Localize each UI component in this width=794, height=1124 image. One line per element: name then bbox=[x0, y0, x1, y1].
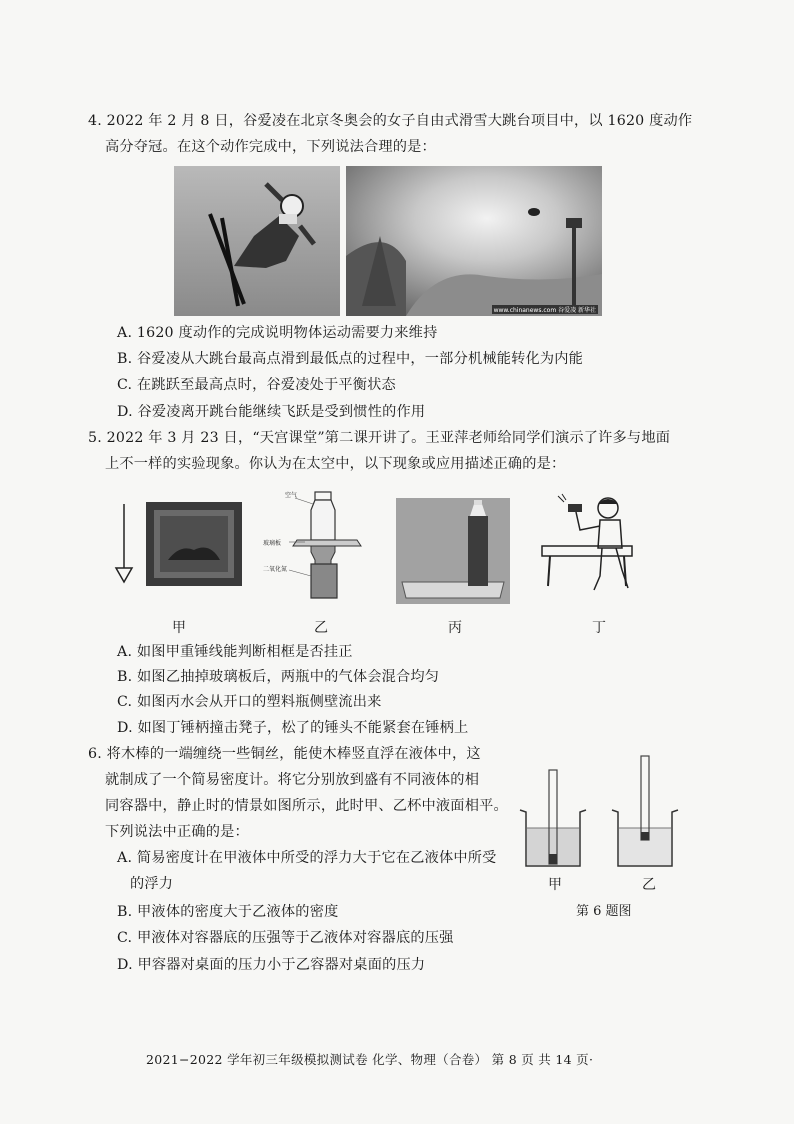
fig6-caption: 第 6 题图 bbox=[576, 904, 632, 919]
figure-jia-plumb-line bbox=[110, 500, 250, 600]
fig5-label-bing: 丙 bbox=[448, 620, 462, 636]
q5-option-b: B. 如图乙抽掉玻璃板后，两瓶中的气体会混合均匀 bbox=[117, 669, 440, 685]
q4-stem-line1: 4. 2022 年 2 月 8 日，谷爱凌在北京冬奥会的女子自由式滑雪大跳台项目中，以 1620 度动作 bbox=[88, 113, 693, 129]
q6-option-a: A. 简易密度计在甲液体中所受的浮力大于它在乙液体中所受 bbox=[117, 850, 497, 866]
fig6-label-jia: 甲 bbox=[548, 877, 562, 893]
q5-option-d: D. 如图丁锤柄撞击凳子，松了的锤头不能紧套在锤柄上 bbox=[117, 720, 469, 736]
figure-yi-gas-diffusion bbox=[263, 490, 375, 602]
q6-stem-line3: 同容器中，静止时的情景如图所示，此时甲、乙杯中液面相平。 bbox=[105, 798, 508, 814]
fig5-label-jia: 甲 bbox=[172, 620, 186, 636]
big-air-venue-photo bbox=[346, 166, 602, 316]
figure-ding-hammer bbox=[536, 490, 648, 600]
q6-stem-line2: 就制成了一个简易密度计。将它分别放到盛有不同液体的相 bbox=[105, 772, 480, 788]
page-footer: 2021−2022 学年初三年级模拟测试卷 化学、物理（合卷） 第 8 页 共 14 页· bbox=[146, 1052, 594, 1067]
q6-stem-line4: 下列说法中正确的是： bbox=[105, 824, 249, 840]
q4-option-c: C. 在跳跃至最高点时，谷爱凌处于平衡状态 bbox=[117, 377, 396, 393]
q5-option-a: A. 如图甲重锤线能判断相框是否挂正 bbox=[117, 644, 353, 660]
photo-watermark: www.chinanews.com 谷爱凌 新华社 bbox=[493, 307, 596, 314]
q6-option-d: D. 甲容器对桌面的压力小于乙容器对桌面的压力 bbox=[117, 957, 426, 973]
q4-stem-line2: 高分夺冠。在这个动作完成中，下列说法合理的是： bbox=[105, 139, 436, 155]
q4-option-b: B. 谷爱凌从大跳台最高点滑到最低点的过程中，一部分机械能转化为内能 bbox=[117, 351, 584, 367]
q5-stem-line2: 上不一样的实验现象。你认为在太空中，以下现象或应用描述正确的是： bbox=[105, 456, 566, 472]
label-glass-plate: 玻璃板 bbox=[263, 540, 282, 547]
q5-option-c: C. 如图丙水会从开口的塑料瓶侧壁流出来 bbox=[117, 694, 382, 710]
q6-option-a-cont: 的浮力 bbox=[130, 876, 174, 892]
figure-densimeter-beakers bbox=[516, 752, 686, 872]
fig6-label-yi: 乙 bbox=[642, 877, 656, 893]
q6-option-b: B. 甲液体的密度大于乙液体的密度 bbox=[117, 904, 339, 920]
q5-stem-line1: 5. 2022 年 3 月 23 日，“天宫课堂”第二课开讲了。王亚萍老师给同学们演示了许多与地面 bbox=[88, 430, 671, 446]
fig5-label-yi: 乙 bbox=[314, 620, 328, 636]
label-air: 空气 bbox=[285, 492, 298, 499]
skier-jump-photo bbox=[174, 166, 340, 316]
fig5-label-ding: 丁 bbox=[592, 620, 606, 636]
label-nitrogen-dioxide: 二氧化氮 bbox=[263, 566, 288, 573]
q4-option-a: A. 1620 度动作的完成说明物体运动需要力来维持 bbox=[117, 325, 438, 341]
q4-option-d: D. 谷爱凌离开跳台能继续飞跃是受到惯性的作用 bbox=[117, 404, 426, 420]
q6-option-c: C. 甲液体对容器底的压强等于乙液体对容器底的压强 bbox=[117, 930, 454, 946]
figure-bing-water-bottle bbox=[396, 498, 510, 604]
q6-stem-line1: 6. 将木棒的一端缠绕一些铜丝，能使木棒竖直浮在液体中，这 bbox=[88, 746, 481, 762]
